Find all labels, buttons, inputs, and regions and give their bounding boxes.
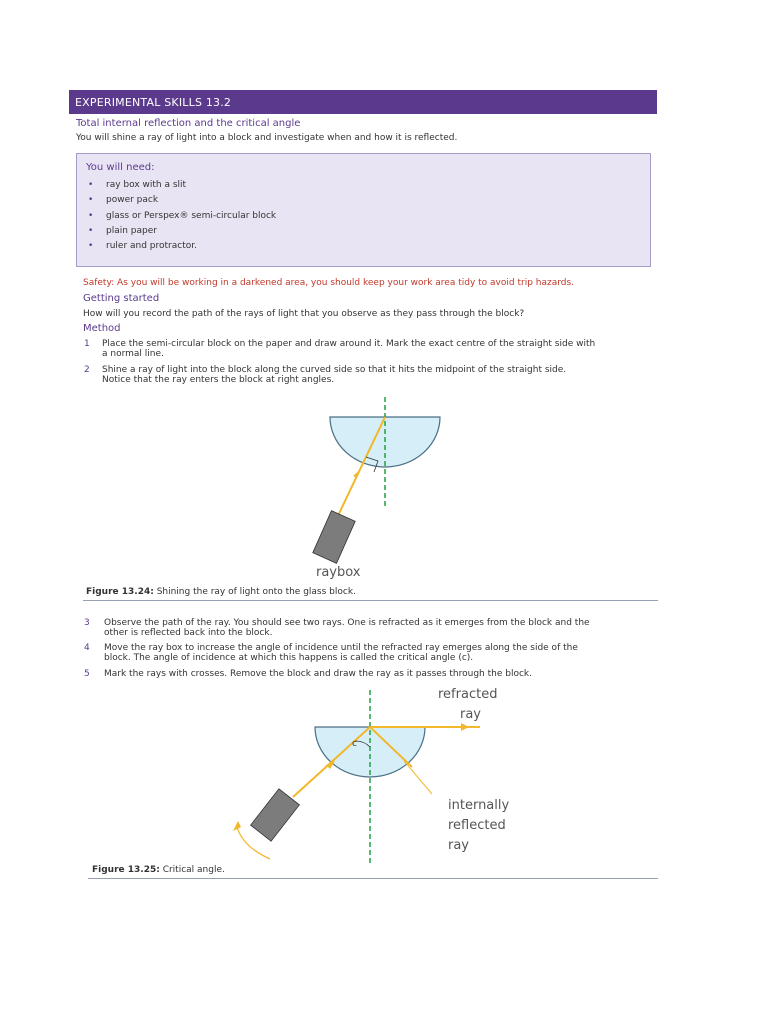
figure-13-24-diagram	[290, 392, 460, 582]
refracted-ray-label: ray	[460, 707, 482, 722]
bullet-icon: •	[88, 195, 94, 205]
step-number: 1	[84, 339, 90, 349]
step-line: Observe the path of the ray. You should see two rays. One is refracted as it emerges from the block and the	[104, 618, 590, 628]
step-line: Shine a ray of light into the block along the curved side so that it hits the midpoint of the straight side.	[102, 365, 567, 375]
step-number: 4	[84, 643, 90, 653]
rotation-arrow-icon	[233, 821, 241, 831]
step-number: 5	[84, 669, 90, 679]
raybox-label: raybox	[316, 565, 361, 580]
internal-ray-label: internally	[448, 798, 510, 813]
equipment-item: power pack	[106, 195, 159, 205]
equipment-item: plain paper	[106, 226, 157, 236]
step-line: block. The angle of incidence at which this happens is called the critical angle (c).	[104, 653, 474, 663]
intro-text: You will shine a ray of light into a block and investigate when and how it is reflected.	[76, 133, 458, 143]
step-line: Move the ray box to increase the angle of incidence until the refracted ray emerges along the side of the	[104, 643, 578, 653]
divider	[88, 878, 658, 879]
label-pointer	[404, 761, 432, 794]
safety-text: As you will be working in a darkened area, you should keep your work area tidy to avoid trip hazards.	[114, 278, 575, 288]
equipment-title: You will need:	[86, 162, 155, 173]
internal-ray-label: reflected	[448, 818, 506, 833]
figure-number: Figure 13.25:	[92, 865, 160, 875]
caption-text: Shining the ray of light onto the glass block.	[153, 587, 356, 597]
caption-text: Critical angle.	[159, 865, 225, 875]
bullet-icon: •	[88, 226, 94, 236]
bullet-icon: •	[88, 211, 94, 221]
page-title: EXPERIMENTAL SKILLS 13.2	[75, 96, 232, 109]
bullet-icon: •	[88, 241, 94, 251]
step-number: 3	[84, 618, 90, 628]
figure-13-24-caption	[86, 587, 356, 597]
equipment-item: ray box with a slit	[106, 180, 187, 190]
safety-label: Safety:	[83, 278, 115, 288]
step-line: Place the semi-circular block on the paper and draw around it. Mark the exact centre of the straight side with	[102, 339, 596, 349]
critical-angle-label: c	[352, 739, 357, 749]
step-line: Mark the rays with crosses. Remove the block and draw the ray as it passes through the block.	[104, 669, 532, 679]
internal-ray-label: ray	[448, 838, 470, 853]
step-line: Notice that the ray enters the block at right angles.	[102, 375, 335, 385]
equipment-item: ruler and protractor.	[106, 241, 197, 251]
figure-number: Figure 13.24:	[86, 587, 154, 597]
raybox-icon	[313, 511, 355, 564]
step-line: other is reflected back into the block.	[104, 628, 273, 638]
getting-started-text: How will you record the path of the rays of light that you observe as they pass through the block?	[83, 309, 525, 319]
raybox-icon	[251, 789, 300, 841]
step-number: 2	[84, 365, 90, 375]
figure-13-25-caption	[92, 865, 225, 875]
method-heading: Method	[83, 323, 121, 334]
ray-arrow-icon	[461, 723, 469, 731]
step-line: a normal line.	[102, 349, 164, 359]
equipment-item: glass or Perspex® semi-circular block	[106, 211, 277, 221]
refracted-ray-label: refracted	[438, 687, 498, 702]
bullet-icon: •	[88, 180, 94, 190]
getting-started-heading: Getting started	[83, 293, 160, 304]
divider	[83, 600, 658, 601]
safety-note	[83, 278, 574, 288]
section-subtitle: Total internal reflection and the critical angle	[76, 118, 301, 129]
